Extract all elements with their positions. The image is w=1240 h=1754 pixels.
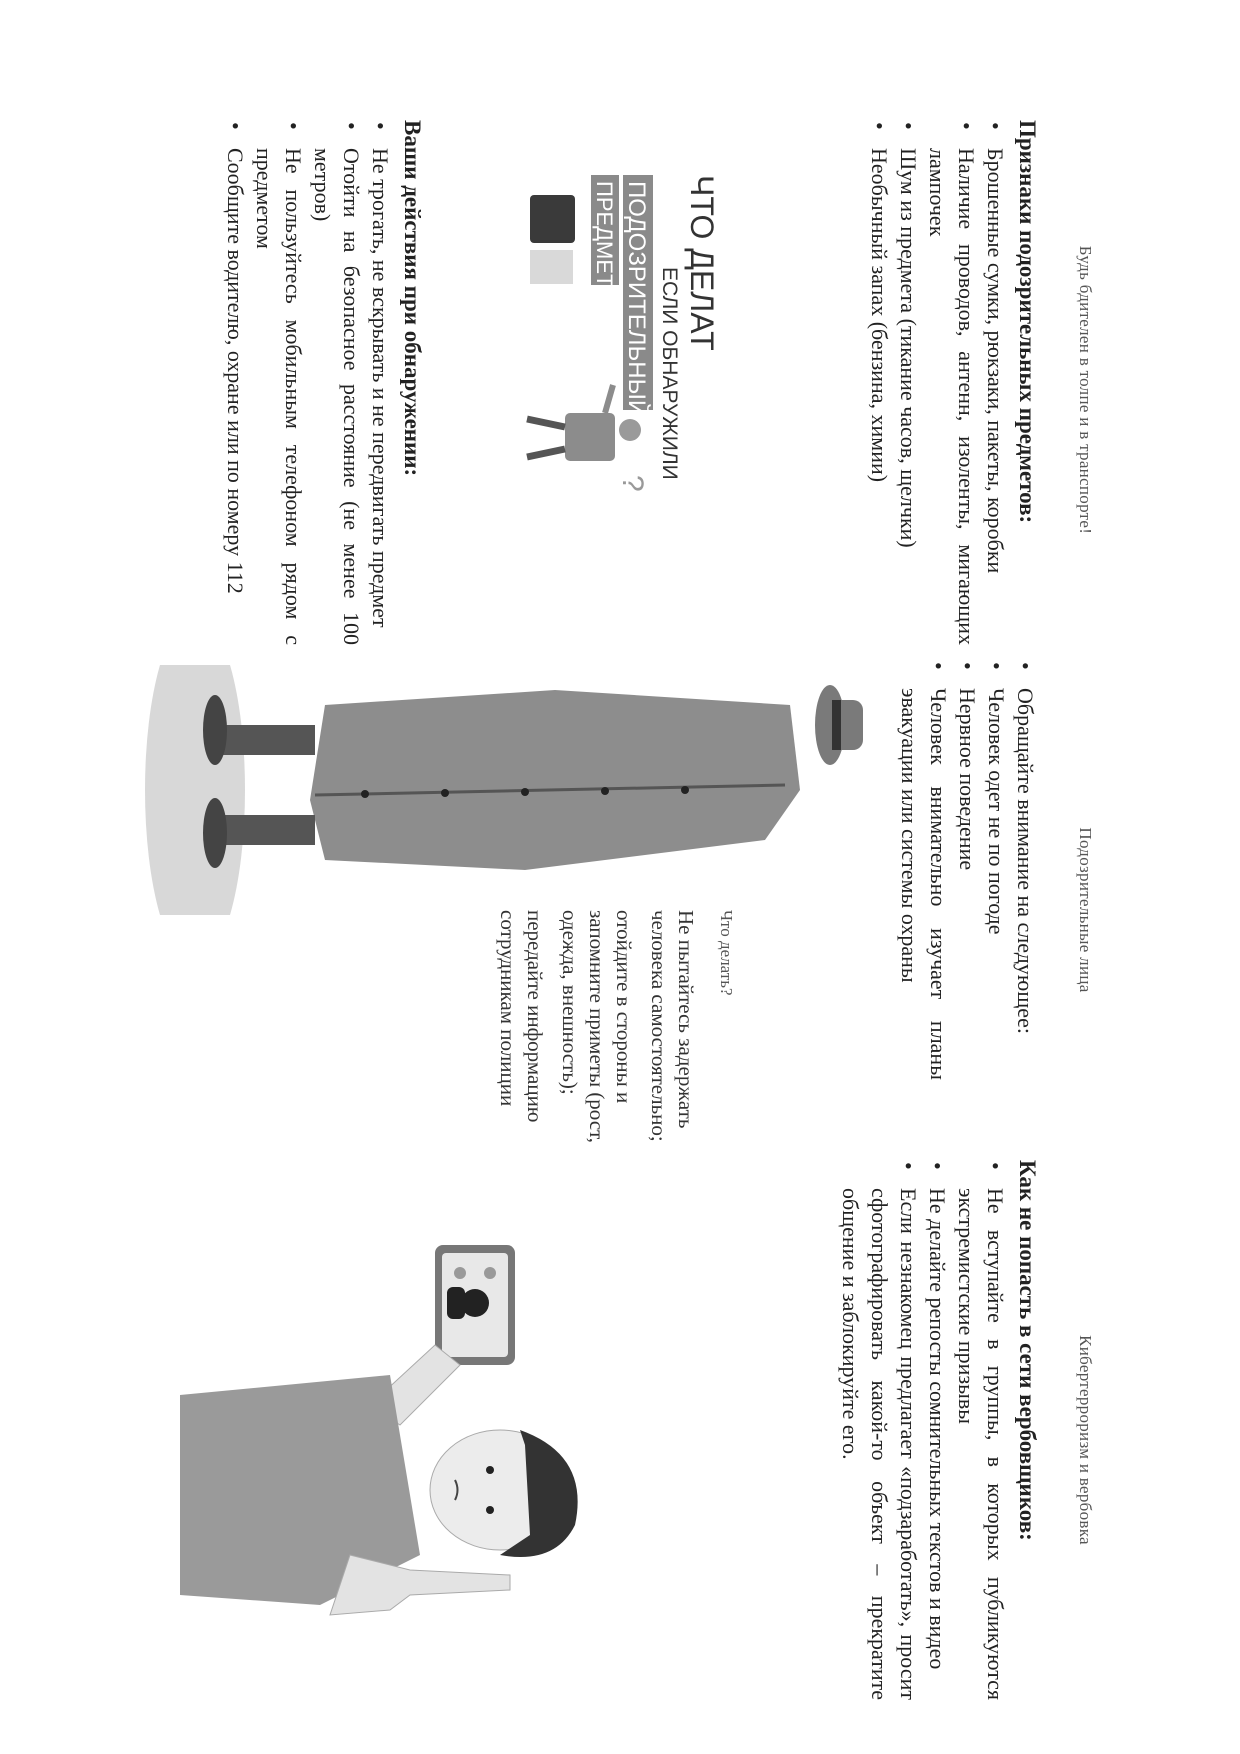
signs-heading: Признаки подозрительных предметов: — [1015, 120, 1040, 524]
poster-title-line2: ЕСЛИ ОБНАРУЖИЛИ — [658, 267, 681, 480]
poster-title-line4: ПРЕДМЕТ — [592, 181, 617, 288]
person-head — [619, 419, 641, 441]
list-item: • Человек внимательно изучает планы эвакуации или системы охраны — [895, 660, 953, 1080]
signs-list — [865, 120, 1010, 645]
list-item: • Отойти на безопасное расстояние (не менее 100 метров) — [308, 120, 366, 645]
column-suspicious-persons — [0, 660, 1240, 1160]
suspicious-item-poster — [520, 175, 725, 545]
poster-title-line3: ПОДОЗРИТЕЛЬНЫЙ — [623, 181, 650, 418]
column-cyberterrorism — [0, 1160, 1240, 1720]
list-item: • Необычный запах (бензина, химии) — [865, 120, 894, 645]
list-item: • Не трогать, не вскрывать и не передвигать предмет — [366, 120, 395, 645]
person-body — [565, 413, 615, 461]
what-to-do-heading: Что делать? — [717, 910, 736, 996]
finger-icon — [330, 1555, 510, 1615]
actions-list — [221, 120, 395, 645]
list-item: • Если незнакомец предлагает «подзаработать», просит сфотографировать какой-то объект – прекратите общение и заблокируйте его. — [836, 1160, 923, 1700]
column-title: Кибертерроризм и вербовка — [1076, 1335, 1095, 1545]
signs-block — [865, 120, 1040, 645]
list-item: • Человек одет не по погоде — [982, 660, 1011, 1080]
what-to-do-item: отойдите в стороны и запомните приметы (рост, одежда, внешность); — [558, 910, 636, 1143]
list-item: • Не пользуйтесь мобильным телефоном рядом с предметом — [250, 120, 308, 645]
list-item: • Сообщите водителю, охране или по номеру 112 — [221, 120, 250, 645]
list-item: • Нервное поведение — [953, 660, 982, 1080]
list-item: • Брошенные сумки, рюкзаки, пакеты, коробки — [981, 120, 1010, 645]
recruiters-block — [836, 1160, 1040, 1700]
poster-title-line1: ЧТО ДЕЛАТ — [684, 175, 720, 351]
actions-heading: Ваши действия при обнаружении: — [400, 120, 425, 477]
question-mark-icon: ? — [616, 475, 649, 492]
column-public-vigilance — [0, 120, 1240, 660]
shoe-icon — [203, 798, 227, 868]
shoe-icon — [203, 695, 227, 765]
list-item: • Не вступайте в группы, в которых публикуются экстремистские призывы — [952, 1160, 1010, 1700]
what-to-do-item: передайте информацию сотрудникам полиции — [496, 910, 547, 1123]
list-item: • Наличие проводов, антенн, изоленты, мигающих лампочек — [923, 120, 981, 645]
recruiters-list — [836, 1160, 1010, 1700]
man-with-phone-illustration — [180, 1225, 650, 1645]
list-item: • Обращайте внимание на следующее: — [1011, 660, 1040, 1080]
bag-icon — [530, 250, 573, 284]
actions-block — [221, 120, 425, 645]
column-title: Будь бдителен в толпе и в транспорте! — [1076, 245, 1095, 535]
coat — [310, 690, 800, 870]
list-item: • Не делайте репосты сомнительных текстов и видео — [923, 1160, 952, 1700]
what-to-do-block — [486, 910, 740, 1145]
attention-list — [895, 660, 1040, 1080]
list-item: • Шум из предмета (тикание часов, щелчки) — [894, 120, 923, 645]
recruiters-heading: Как не попасть в сети вербовщиков: — [1015, 1160, 1040, 1541]
suspicious-man-illustration — [125, 665, 885, 915]
backpack-icon — [530, 195, 575, 243]
what-to-do-item: Не пытайтесь задержать человека самостоятельно; — [647, 910, 698, 1142]
column-title: Подозрительные лица — [1076, 827, 1095, 993]
